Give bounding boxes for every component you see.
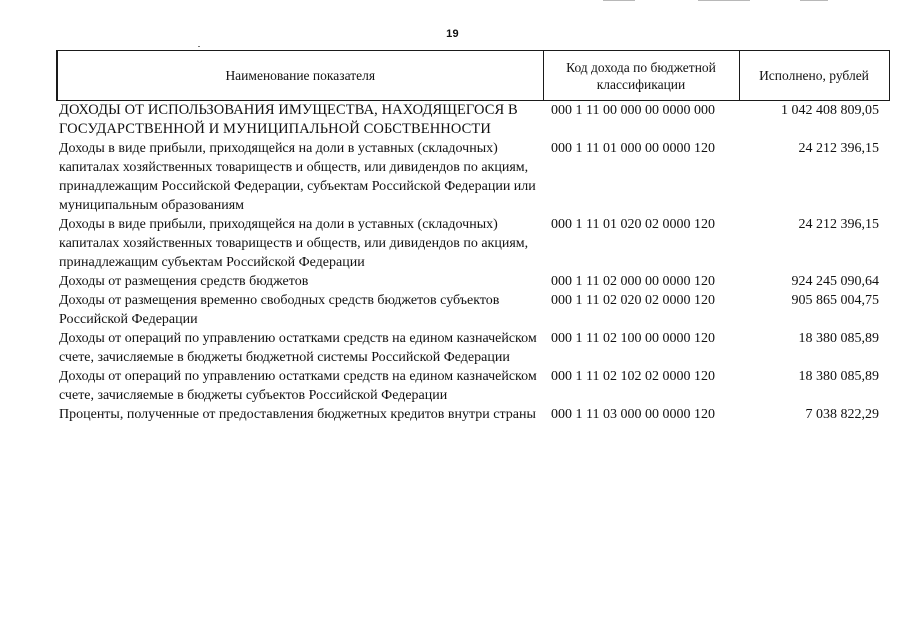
row-name: Доходы от размещения средств бюджетов: [59, 274, 309, 289]
table-row: [57, 367, 889, 405]
header-name: Наименование показателя: [57, 51, 543, 101]
row-amount: 1 042 408 809,05: [781, 103, 879, 118]
row-code: 000 1 11 01 000 00 0000 120: [551, 141, 715, 156]
table-header-row: [57, 51, 889, 101]
income-table: [56, 50, 890, 424]
row-code: 000 1 11 03 000 00 0000 120: [551, 407, 715, 422]
table-row: [57, 139, 889, 215]
row-name: Доходы от размещения временно свободных средств бюджетов субъектов Российской Федерации: [59, 293, 500, 327]
row-amount: 24 212 396,15: [798, 141, 879, 156]
table-row: [57, 329, 889, 367]
row-name: Проценты, полученные от предоставления бюджетных кредитов внутри страны: [59, 407, 536, 422]
table-row: [57, 405, 889, 424]
scan-mark: [603, 0, 635, 1]
row-amount: 18 380 085,89: [798, 369, 879, 384]
row-code: 000 1 11 02 102 02 0000 120: [551, 369, 715, 384]
header-amount: Исполнено, рублей: [739, 51, 889, 101]
row-name: Доходы в виде прибыли, приходящейся на доли в уставных (складочных) капиталах хозяйственных товариществ и обществ, или дивидендов по акциям, принадлежащим Российской Федерации, субъектам Российской Федерации или муниципальным образованиям: [59, 141, 536, 213]
table-row: [57, 215, 889, 272]
row-amount: 24 212 396,15: [798, 217, 879, 232]
header-code: Код дохода по бюджетной классификации: [543, 51, 739, 101]
row-code: 000 1 11 02 000 00 0000 120: [551, 274, 715, 289]
row-code: 000 1 11 02 020 02 0000 120: [551, 293, 715, 308]
page-number: 19: [446, 28, 459, 40]
row-name: Доходы от операций по управлению остатками средств на едином казначейском счете, зачисляемые в бюджеты бюджетной системы Российской Федерации: [59, 331, 537, 365]
row-code: 000 1 11 00 000 00 0000 000: [551, 103, 715, 118]
row-code: 000 1 11 02 100 00 0000 120: [551, 331, 715, 346]
row-code: 000 1 11 01 020 02 0000 120: [551, 217, 715, 232]
table-row: [57, 101, 889, 140]
row-name: Доходы от операций по управлению остатками средств на едином казначейском счете, зачисляемые в бюджеты субъектов Российской Федерации: [59, 369, 537, 403]
scan-mark: [698, 0, 750, 1]
table-row: [57, 291, 889, 329]
row-amount: 924 245 090,64: [791, 274, 879, 289]
row-amount: 7 038 822,29: [805, 407, 879, 422]
row-name: ДОХОДЫ ОТ ИСПОЛЬЗОВАНИЯ ИМУЩЕСТВА, НАХОДЯЩЕГОСЯ В ГОСУДАРСТВЕННОЙ И МУНИЦИПАЛЬНОЙ СОБСТВЕННОСТИ: [59, 102, 518, 137]
row-name: Доходы в виде прибыли, приходящейся на доли в уставных (складочных) капиталах хозяйственных товариществ и обществ, или дивидендов по акциям, принадлежащим субъектам Российской Федерации: [59, 217, 529, 270]
row-amount: 905 865 004,75: [791, 293, 879, 308]
row-amount: 18 380 085,89: [798, 331, 879, 346]
table-row: [57, 272, 889, 291]
scan-mark: [800, 0, 828, 1]
scan-speck: [198, 46, 200, 47]
document-sheet: [56, 50, 888, 424]
